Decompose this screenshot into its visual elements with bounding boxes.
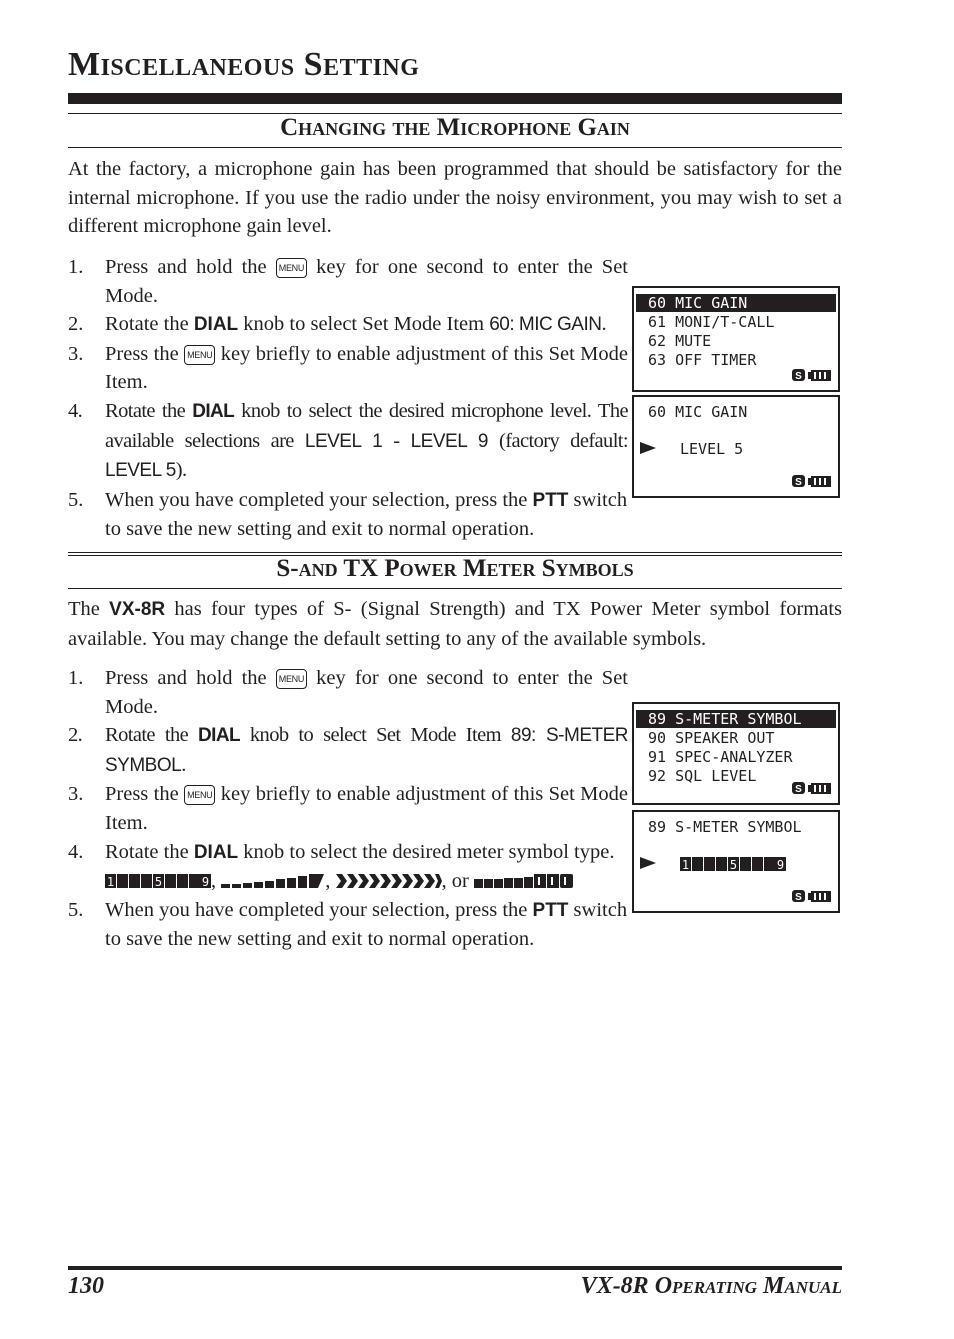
footer-rule bbox=[68, 1266, 842, 1270]
lcd-line-selected: 89 S-METER SYMBOL bbox=[636, 710, 836, 728]
lcd-line-value: LEVEL 5 bbox=[680, 440, 744, 458]
svg-text:9: 9 bbox=[201, 875, 210, 890]
meter-symbol-chevrons-icon bbox=[336, 873, 442, 889]
signal-battery-icon bbox=[792, 475, 832, 487]
svg-text:S: S bbox=[795, 784, 802, 794]
set-mode-item: 60: MIC GAIN bbox=[489, 314, 602, 336]
lcd-meter-symbol-value bbox=[632, 810, 840, 913]
meter-symbols-intro: The VX-8R has four types of S- (Signal Strength) and TX Power Meter symbol formats available. You may change the default setting to any of the available symbols. bbox=[68, 598, 842, 650]
status-icons bbox=[792, 889, 832, 907]
menu-key-icon: MENU bbox=[276, 669, 307, 689]
lcd-line: 91 SPEC-ANALYZER bbox=[648, 748, 793, 766]
mic-gain-intro: At the factory, a microphone gain has been programmed that should be satisfactory for the internal microphone. If you use the radio under the noisy environment, you may wish to set a different microphone gain level. bbox=[68, 158, 842, 238]
svg-text:5: 5 bbox=[729, 858, 738, 872]
step: 3. Press the MENU key briefly to enable adjustment of this Set Mode Item. bbox=[68, 342, 629, 394]
lcd-line: 63 OFF TIMER bbox=[648, 351, 757, 369]
svg-text:S: S bbox=[795, 892, 802, 902]
status-icons bbox=[792, 474, 832, 492]
lcd-line: 61 MONI/T-CALL bbox=[648, 313, 775, 331]
svg-text:S: S bbox=[795, 477, 802, 487]
step: 5. When you have completed your selection, press the PTT switch to save the new setting and exit to normal operation. bbox=[68, 898, 628, 951]
menu-key-icon: MENU bbox=[276, 258, 307, 278]
step: 4. Rotate the DIAL knob to select the desired meter symbol type. 1 5 9 , , , or bbox=[68, 840, 615, 893]
step: 3. Press the MENU key briefly to enable adjustment of this Set Mode Item. bbox=[68, 783, 629, 834]
step: 2. Rotate the DIAL knob to select Set Mode Item 60: MIC GAIN. bbox=[68, 313, 607, 336]
section-title-mic-gain: Changing the Microphone Gain bbox=[280, 114, 630, 141]
step: 1. Press and hold the MENU key for one second to enter the Set Mode. bbox=[68, 256, 628, 307]
mic-gain-steps bbox=[68, 253, 628, 544]
section-rule-bottom bbox=[68, 147, 842, 148]
signal-battery-icon bbox=[792, 369, 832, 381]
section-rule-bottom bbox=[68, 588, 842, 589]
status-icons bbox=[792, 781, 832, 799]
lcd-set-mode-list bbox=[632, 286, 840, 392]
page-title: Miscellaneous Setting bbox=[68, 46, 420, 83]
section-rule-top bbox=[68, 552, 842, 553]
svg-text:9: 9 bbox=[776, 858, 785, 872]
status-icons bbox=[792, 368, 832, 386]
signal-battery-icon bbox=[792, 890, 832, 902]
manual-title: VX-8R Operating Manual bbox=[580, 1273, 842, 1299]
lcd-line-selected: 60 MIC GAIN bbox=[636, 294, 836, 312]
lcd-mic-gain-value bbox=[632, 395, 840, 498]
step: 5. When you have completed your selection, press the PTT switch to save the new setting and exit to normal operation. bbox=[68, 488, 628, 541]
menu-key-icon: MENU bbox=[184, 785, 215, 805]
lcd-line: 89 S-METER SYMBOL bbox=[648, 818, 802, 836]
svg-text:1: 1 bbox=[106, 875, 115, 890]
lcd-line: 62 MUTE bbox=[648, 332, 712, 350]
lcd-line: 60 MIC GAIN bbox=[648, 403, 748, 421]
section-title-meter-symbols: S-and TX Power Meter Symbols bbox=[276, 555, 634, 582]
meter-symbol-blocks-icon bbox=[680, 856, 786, 872]
meter-symbols-steps bbox=[68, 664, 628, 954]
step: 1. Press and hold the MENU key for one second to enter the Set Mode. bbox=[68, 667, 628, 718]
title-rule bbox=[68, 93, 842, 104]
svg-text:5: 5 bbox=[154, 875, 163, 890]
lcd-line: 90 SPEAKER OUT bbox=[648, 729, 775, 747]
menu-key-icon: MENU bbox=[184, 345, 215, 365]
signal-battery-icon bbox=[792, 782, 832, 794]
meter-symbol-bars-icon bbox=[221, 873, 325, 889]
set-mode-item: 89: S-METER SYMBOL bbox=[105, 725, 628, 776]
meter-symbol-blocks-icon bbox=[105, 873, 211, 889]
pointer-arrow-icon bbox=[640, 857, 656, 869]
svg-text:1: 1 bbox=[681, 858, 690, 872]
page-number: 130 bbox=[68, 1273, 104, 1299]
meter-symbol-steps-icon bbox=[474, 873, 578, 889]
step: 4. Rotate the DIAL knob to select the desired microphone level. The available selections are LEVEL 1 - LEVEL 9 (factory default: LEVEL 5). bbox=[68, 399, 628, 482]
step: 2. Rotate the DIAL knob to select Set Mode Item 89: S-METER SYMBOL. bbox=[68, 724, 628, 776]
lcd-set-mode-list bbox=[632, 702, 840, 805]
svg-text:S: S bbox=[795, 371, 802, 381]
lcd-line: 92 SQL LEVEL bbox=[648, 767, 757, 785]
